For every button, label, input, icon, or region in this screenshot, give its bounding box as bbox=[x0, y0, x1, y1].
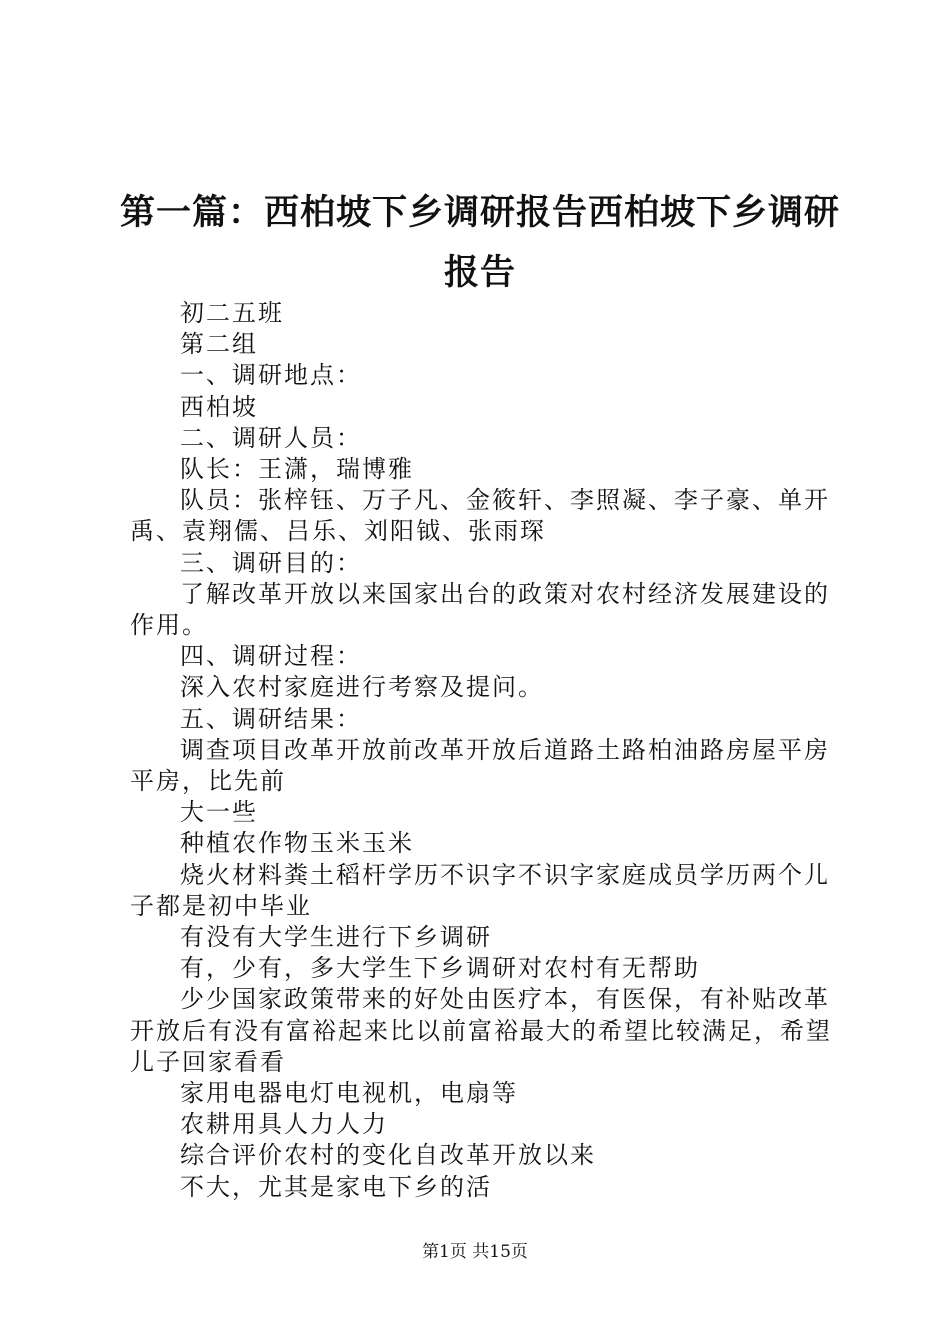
body-paragraph: 第二组 bbox=[180, 330, 258, 359]
body-paragraph: 少少国家政策带来的好处由医疗本，有医保，有补贴改革开放后有没有富裕起来比以前富裕最大的希望比较满足，希望儿子回家看看 bbox=[130, 985, 832, 1076]
section-heading: 四、调研过程： bbox=[180, 642, 362, 671]
page-footer: 第1页 共15页 bbox=[422, 1242, 528, 1262]
body-paragraph: 不大，尤其是家电下乡的活 bbox=[180, 1172, 492, 1201]
document-body bbox=[130, 298, 835, 1203]
body-paragraph: 深入农村家庭进行考察及提问。 bbox=[180, 673, 544, 702]
body-paragraph: 西柏坡 bbox=[180, 392, 258, 421]
section-heading: 三、调研目的： bbox=[180, 548, 362, 577]
body-paragraph: 有，少有，多大学生下乡调研对农村有无帮助 bbox=[180, 954, 700, 983]
body-paragraph: 综合评价农村的变化自改革开放以来 bbox=[180, 1141, 596, 1170]
section-heading: 五、调研结果： bbox=[180, 704, 362, 733]
body-paragraph: 初二五班 bbox=[180, 299, 284, 327]
body-paragraph: 烧火材料粪土稻杆学历不识字不识字家庭成员学历两个儿子都是初中毕业 bbox=[130, 860, 830, 920]
body-paragraph: 有没有大学生进行下乡调研 bbox=[180, 923, 492, 952]
body-paragraph: 调查项目改革开放前改革开放后道路土路柏油路房屋平房平房，比先前 bbox=[130, 735, 830, 796]
body-paragraph: 大一些 bbox=[180, 798, 258, 827]
body-paragraph: 了解改革开放以来国家出台的政策对农村经济发展建设的作用。 bbox=[130, 579, 830, 640]
body-paragraph: 队员：张梓钰、万子凡、金筱轩、李照凝、李子豪、单开禹、袁翔儒、吕乐、刘阳钺、张雨琛 bbox=[130, 486, 830, 546]
body-paragraph: 种植农作物玉米玉米 bbox=[180, 829, 414, 858]
body-paragraph: 家用电器电灯电视机，电扇等 bbox=[180, 1079, 518, 1108]
section-heading: 二、调研人员： bbox=[180, 423, 362, 452]
body-paragraph: 队长：王潇，瑞博雅 bbox=[180, 455, 414, 484]
body-paragraph: 农耕用具人力人力 bbox=[180, 1110, 388, 1139]
document-title: 第一篇：西柏坡下乡调研报告西柏坡下乡调研报告 bbox=[119, 192, 840, 293]
section-heading: 一、调研地点： bbox=[180, 361, 362, 390]
